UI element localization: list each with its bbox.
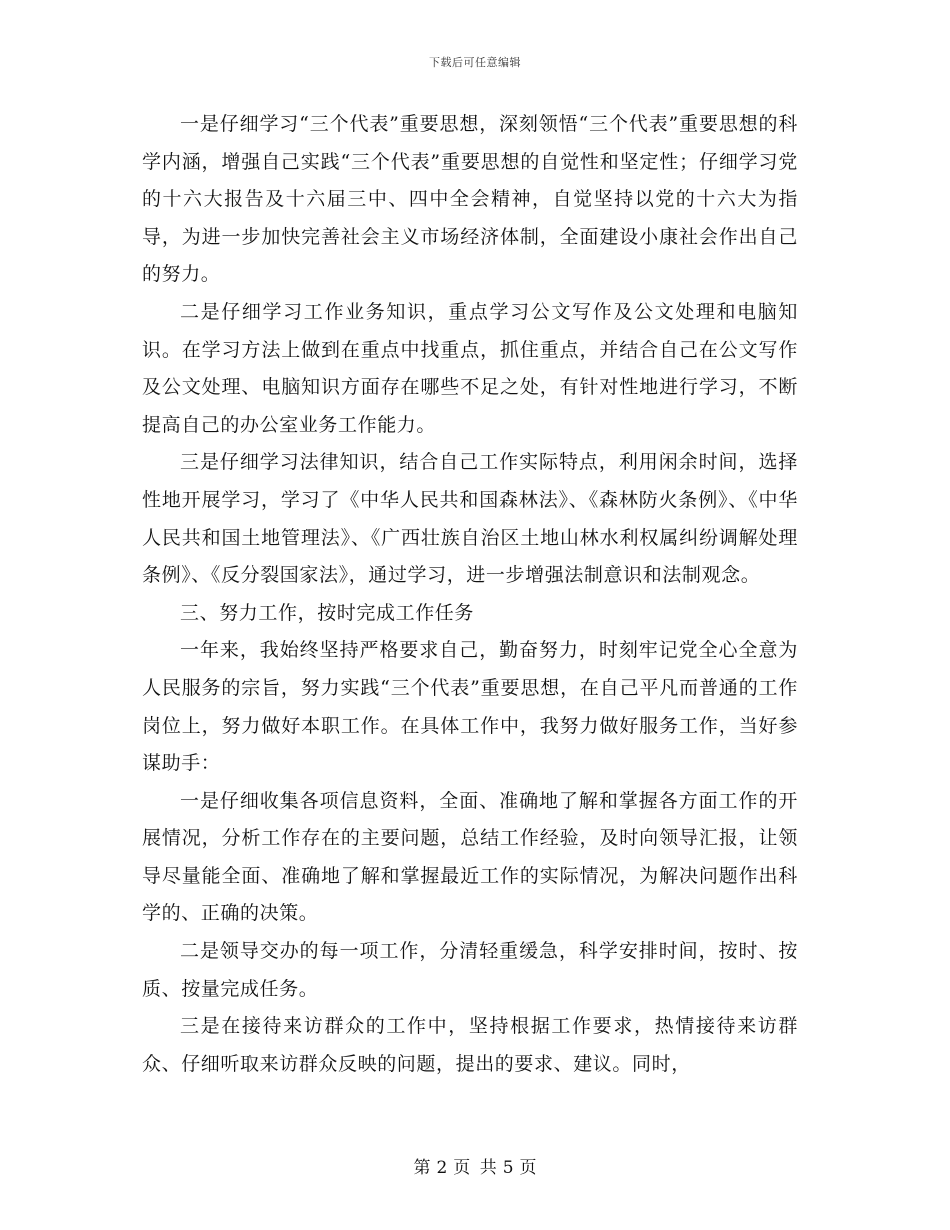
- paragraph-study-business: 二是仔细学习工作业务知识，重点学习公文写作及公文处理和电脑知识。在学习方法上做到在重点中找重点，抓住重点，并结合自己在公文写作及公文处理、电脑知识方面存在哪些不足之处，有针对性地进行学习，不断提高自己的办公室业务工作能力。: [142, 300, 798, 436]
- paragraph-study-law: 三是仔细学习法律知识，结合自己工作实际特点，利用闲余时间，选择性地开展学习，学习了《中华人民共和国森林法》、《森林防火条例》、《中华人民共和国土地管理法》、《广西壮族自治区土地山林水利权属纠纷调解处理条例》、《反分裂国家法》，通过学习，进一步增强法制意识和法制观念。: [142, 451, 798, 587]
- paragraph-assigned-tasks: 二是领导交办的每一项工作，分清轻重缓急，科学安排时间，按时、按质、按量完成任务。: [142, 940, 798, 1000]
- paragraph-collect-info: 一是仔细收集各项信息资料，全面、准确地了解和掌握各方面工作的开展情况，分析工作存在的主要问题，总结工作经验，及时向领导汇报，让领导尽量能全面、准确地了解和掌握最近工作的实际情况，为解决问题作出科学的、正确的决策。: [142, 789, 798, 925]
- footer-middle: 页 共: [453, 1158, 497, 1178]
- paragraph-study-theory: 一是仔细学习“三个代表”重要思想，深刻领悟“三个代表”重要思想的科学内涵，增强自己实践“三个代表”重要思想的自觉性和坚定性；仔细学习党的十六大报告及十六届三中、四中全会精神，自觉坚持以党的十六大为指导，为进一步加快完善社会主义市场经济体制，全面建设小康社会作出自己的努力。: [142, 113, 798, 286]
- footer-suffix: 页: [519, 1158, 537, 1178]
- page-number: 2: [436, 1158, 448, 1178]
- section-heading-work: 三、努力工作，按时完成工作任务: [180, 601, 475, 624]
- paragraph-receive-visitors: 三是在接待来访群众的工作中，坚持根据工作要求，热情接待来访群众、仔细听取来访群众反映的问题，提出的要求、建议。同时，: [142, 1015, 798, 1075]
- footer-prefix: 第: [413, 1158, 431, 1178]
- paragraph-work-intro: 一年来，我始终坚持严格要求自己，勤奋努力，时刻牢记党全心全意为人民服务的宗旨，努力实践“三个代表”重要思想，在自己平凡而普通的工作岗位上，努力做好本职工作。在具体工作中，我努力做好服务工作，当好参谋助手：: [142, 639, 798, 775]
- total-pages: 5: [502, 1158, 514, 1178]
- page-footer: [0, 1153, 950, 1178]
- document-body: [142, 106, 798, 1083]
- page-header: 下载后可任意编辑: [429, 56, 521, 69]
